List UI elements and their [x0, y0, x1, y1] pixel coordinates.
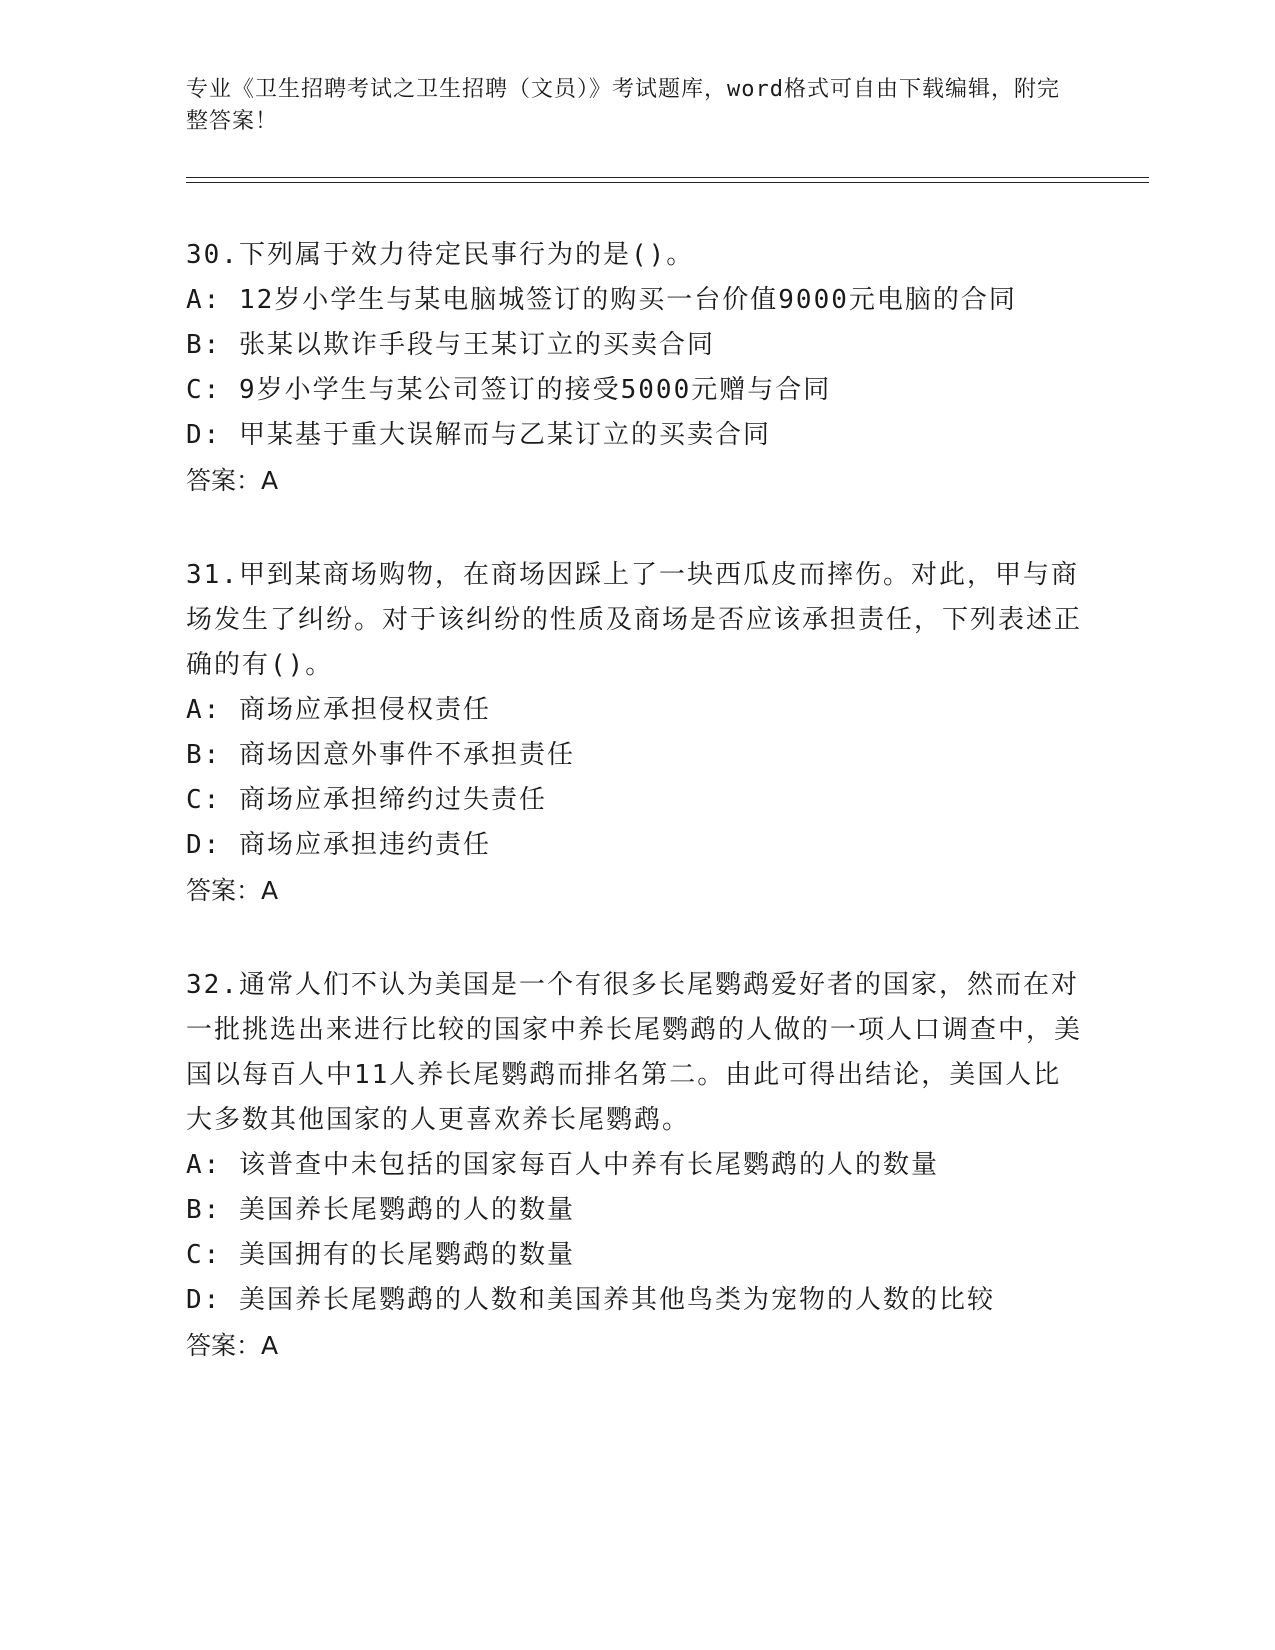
- header-divider-bottom: [186, 182, 1149, 183]
- option-c: C: 商场应承担缔约过失责任: [186, 785, 547, 815]
- option-b: B: 商场因意外事件不承担责任: [186, 740, 575, 770]
- option-d: D: 甲某基于重大误解而与乙某订立的买卖合同: [186, 420, 771, 450]
- option-d: D: 商场应承担违约责任: [186, 830, 491, 860]
- question-stem: 30.下列属于效力待定民事行为的是()。: [186, 240, 695, 270]
- option-c: C: 美国拥有的长尾鹦鹉的数量: [186, 1240, 575, 1270]
- question-stem: 32.通常人们不认为美国是一个有很多长尾鹦鹉爱好者的国家，然而在对一批挑选出来进行比较的国家中养长尾鹦鹉的人做的一项人口调查中，美国以每百人中11人养长尾鹦鹉而排名第二。由此可得出结论，美国人比大多数其他国家的人更喜欢养长尾鹦鹉。: [186, 970, 1083, 1135]
- answer: 答案：A: [186, 876, 279, 905]
- option-a: A: 该普查中未包括的国家每百人中养有长尾鹦鹉的人的数量: [186, 1150, 939, 1180]
- option-b: B: 美国养长尾鹦鹉的人的数量: [186, 1195, 575, 1225]
- option-a: A: 12岁小学生与某电脑城签订的购买一台价值9000元电脑的合同: [186, 285, 1017, 315]
- answer: 答案：A: [186, 466, 279, 495]
- option-a: A: 商场应承担侵权责任: [186, 695, 491, 725]
- option-b: B: 张某以欺诈手段与王某订立的买卖合同: [186, 330, 715, 360]
- question-stem: 31.甲到某商场购物，在商场因踩上了一块西瓜皮而摔伤。对此，甲与商场发生了纠纷。对于该纠纷的性质及商场是否应该承担责任，下列表述正确的有()。: [186, 560, 1083, 680]
- question-30: [186, 233, 1086, 503]
- document-header: 专业《卫生招聘考试之卫生招聘（文员）》考试题库，word格式可自由下载编辑，附完整答案！: [186, 77, 1060, 134]
- option-c: C: 9岁小学生与某公司签订的接受5000元赠与合同: [186, 375, 832, 405]
- answer: 答案：A: [186, 1331, 279, 1360]
- question-32: [186, 963, 1086, 1368]
- question-31: [186, 553, 1086, 913]
- option-d: D: 美国养长尾鹦鹉的人数和美国养其他鸟类为宠物的人数的比较: [186, 1285, 995, 1315]
- header-divider-top: [186, 177, 1149, 178]
